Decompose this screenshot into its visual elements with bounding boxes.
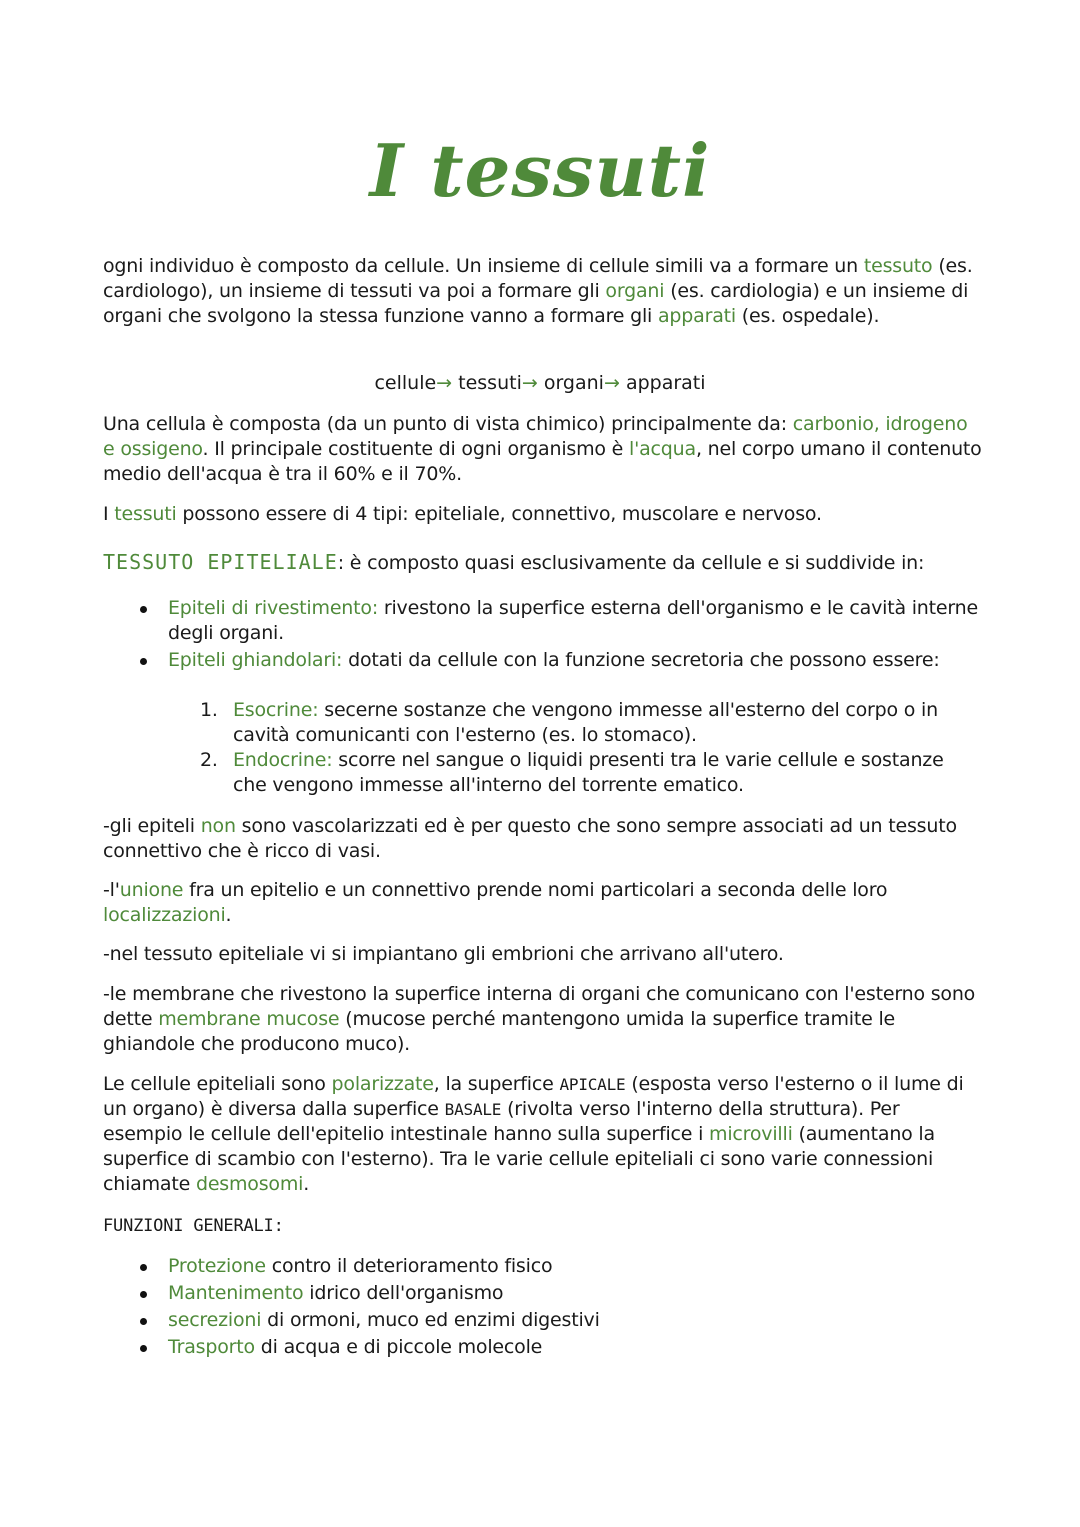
bullet-icon [140, 1345, 147, 1352]
bullet-icon [140, 1291, 147, 1298]
chem-text-2: . Il principale costituente di ogni organismo è [202, 438, 629, 460]
item-term: Epiteli ghiandolari: [168, 649, 343, 671]
page-title: I tessuti [369, 128, 711, 213]
item-text: rivestono la superfice esterna dell'organismo e le cavità interne degli organi. [168, 597, 978, 644]
item-text: idrico dell'organismo [303, 1282, 504, 1304]
chem-text-3: , nel corpo umano il contenuto medio dell'acqua è tra il 60% e il 70%. [103, 438, 982, 485]
item-text: secerne sostanze che vengono immesse all'esterno del corpo o in cavità comunicanti con l'esterno (es. lo stomaco). [233, 699, 938, 746]
polarity-paragraph [103, 1072, 983, 1197]
note-membranes [103, 982, 983, 1057]
polar-text: , la superfice [433, 1073, 560, 1095]
item-term: Endocrine: [233, 749, 333, 771]
intro-text-4: (es. ospedale). [735, 305, 880, 327]
highlight-apparati: apparati [657, 305, 736, 327]
chem-text-1: Una cellula è composta (da un punto di vista chimico) principalmente da: [103, 413, 793, 435]
flow-step-organi: organi [543, 372, 604, 394]
flow-arrow: → [603, 372, 620, 394]
highlight-localizzazioni: localizzazioni [103, 904, 226, 926]
intro-paragraph [103, 254, 983, 329]
item-text: di ormoni, muco ed enzimi digestivi [261, 1309, 600, 1331]
highlight-acqua: l'acqua [629, 438, 696, 460]
item-text: contro il deterioramento fisico [265, 1255, 553, 1277]
term-apicale: APICALE [559, 1075, 626, 1094]
flow-step-apparati: apparati [625, 372, 706, 394]
item-text: dotati da cellule con la funzione secretoria che possono essere: [342, 649, 940, 671]
polar-text: (esposta verso l'esterno o il lume di un organo) è diversa dalla superfice [103, 1073, 964, 1120]
bullet-icon [140, 606, 147, 613]
flow-arrow: → [436, 372, 453, 394]
item-term: Trasporto [168, 1336, 255, 1358]
types-text-2: possono essere di 4 tipi: epiteliale, connettivo, muscolare e nervoso. [176, 503, 822, 525]
item-term: Protezione [168, 1255, 266, 1277]
hierarchy-flow [0, 372, 1080, 394]
item-term: Mantenimento [168, 1282, 304, 1304]
term-basale: BASALE [444, 1100, 502, 1119]
epithelial-intro: : è composto quasi esclusivamente da cellule e si suddivide in: [337, 552, 925, 574]
note-vascular [103, 814, 983, 864]
highlight-desmosomi: desmosomi [195, 1173, 304, 1195]
note-text: -le membrane che rivestono la superfice interna di organi che comunicano con l'esterno sono dette [103, 983, 976, 1030]
intro-text-3: (es. cardiologia) e un insieme di organi che svolgono la stessa funzione vanno a formare gli [103, 280, 969, 327]
section-heading-epithelial: TESSUTO EPITELIALE [103, 550, 338, 574]
highlight-non: non [200, 815, 236, 837]
intro-text-2: (es. cardiologo), un insieme di tessuti va poi a formare gli [103, 255, 973, 302]
highlight-tessuto: tessuto [863, 255, 933, 277]
item-number: 1. [200, 699, 218, 721]
note-text: sono vascolarizzati ed è per questo che sono sempre associati ad un tessuto connettivo che è ricco di vasi. [103, 815, 957, 862]
polar-text: (rivolta verso l'interno della struttura). Per esempio le cellule dell'epitelio intestinale hanno sulla superfice i [103, 1098, 900, 1145]
flow-step-cellule: cellule [374, 372, 437, 394]
intro-text-1: ogni individuo è composto da cellule. Un insieme di cellule simili va a formare un [103, 255, 864, 277]
types-text-1: I [103, 503, 115, 525]
chemistry-paragraph [103, 412, 983, 487]
note-text: (mucose perché mantengono umida la superfice tramite le ghiandole che producono muco). [103, 1008, 896, 1055]
note-text: . [225, 904, 232, 926]
highlight-unione: unione [119, 879, 184, 901]
highlight-elements: carbonio, idrogeno e ossigeno [103, 413, 968, 460]
item-number: 2. [200, 749, 218, 771]
highlight-microvilli: microvilli [709, 1123, 793, 1145]
item-term: secrezioni [168, 1309, 262, 1331]
highlight-tessuti: tessuti [114, 503, 177, 525]
polar-text: Le cellule epiteliali sono [103, 1073, 332, 1095]
highlight-membrane-mucose: membrane mucose [158, 1008, 340, 1030]
polar-text: . [303, 1173, 310, 1195]
bullet-icon [140, 1264, 147, 1271]
flow-step-tessuti: tessuti [458, 372, 522, 394]
bullet-icon [140, 658, 147, 665]
item-text: di acqua e di piccole molecole [254, 1336, 543, 1358]
types-paragraph [103, 502, 983, 527]
polar-text: (aumentano la superfice di scambio con l'esterno). Tra le varie cellule epiteliali ci sono varie connessioni chiamate [103, 1123, 935, 1195]
item-text: scorre nel sangue o liquidi presenti tra le varie cellule e sostanze che vengono immesse all'interno del torrente ematico. [233, 749, 944, 796]
note-embryos: -nel tessuto epiteliale vi si impiantano gli embrioni che arrivano all'utero. [103, 943, 784, 965]
epithelial-heading-line [103, 550, 983, 576]
highlight-organi: organi [605, 280, 665, 302]
highlight-polarizzate: polarizzate [331, 1073, 434, 1095]
item-term: Esocrine: [233, 699, 319, 721]
note-text: -l' [103, 879, 120, 901]
item-term: Epiteli di rivestimento: [168, 597, 379, 619]
functions-heading: FUNZIONI GENERALI: [103, 1216, 284, 1236]
note-text: -gli epiteli [103, 815, 201, 837]
flow-arrow: → [521, 372, 538, 394]
bullet-icon [140, 1318, 147, 1325]
note-union [103, 878, 983, 928]
note-text: fra un epitelio e un connettivo prende nomi particolari a seconda delle loro [183, 879, 888, 901]
